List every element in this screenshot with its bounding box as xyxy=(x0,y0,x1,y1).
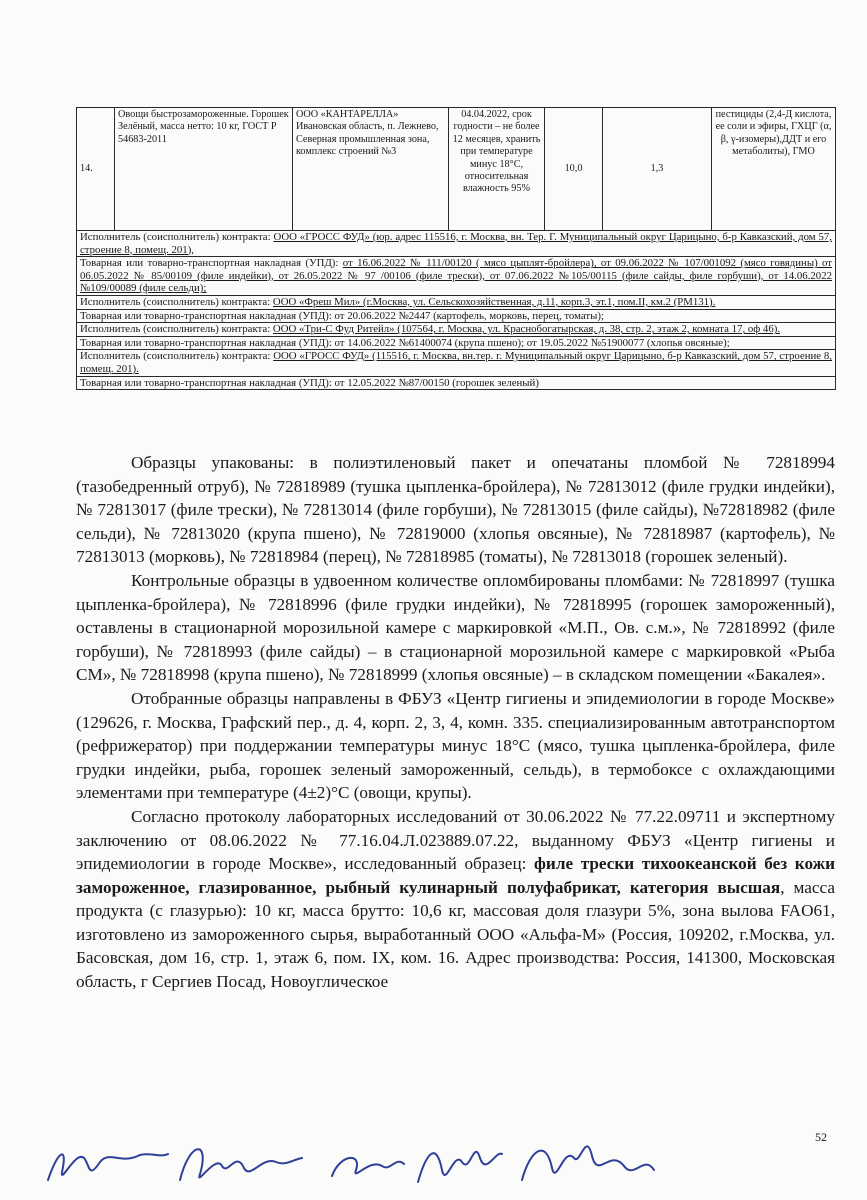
note-row xyxy=(77,309,836,323)
note-row xyxy=(77,376,836,390)
paragraph-control-samples: Контрольные образцы в удвоенном количестве опломбированы пломбами: № 72818997 (тушка цыпленка-бройлера), № 72818996 (филе грудки индейки), № 72818995 (горошек замороженный), оставлены в стационарной морозильной камере с маркировкой «М.П., Ов. с.м.», № 72818992 (филе горбуши), № 72818993 (филе сайды) – в стационарной морозильной камере с маркировкой «Рыба СМ», № 72818998 (крупа пшено), № 72818999 (хлопья овсяные) – в складском помещении «Бакалея». xyxy=(76,570,835,685)
table-row xyxy=(77,108,836,231)
paragraph-protocol xyxy=(76,805,835,994)
note-underlined: ООО «Фреш Мил» (г.Москва, ул. Сельскохозяйственная, д.11, корп.3, эт.1, пом.II, км.2 (РМ131). xyxy=(272,295,716,308)
note-underlined: ООО «Три-С Фуд Ритейл» (107564, г. Москва, ул. Краснобогатырская, д. 38, стр. 2, этаж 2, комната 17, оф 46). xyxy=(272,323,781,336)
note-prefix: Исполнитель (соисполнитель) контракта: xyxy=(80,231,274,243)
note-underlined: ООО «ГРОСС ФУД» (юр. адрес 115516, г. Москва, вн. Тер. Г. Муниципальный округ Царицыно, б-р Кавказский, дом 57, строение 8, помещ. 201), xyxy=(80,231,833,256)
note-row xyxy=(77,231,836,257)
note-prefix: Исполнитель (соисполнитель) контракта: xyxy=(80,323,273,336)
paragraph-sealing: Образцы упакованы: в полиэтиленовый пакет и опечатаны пломбой № 72818994 (тазобедренный отруб), № 72818989 (тушка цыпленка-бройлера), № 72813012 (филе грудки индейки), № 72813017 (филе трески), № 72813014 (филе горбуши), № 72813015 (филе сайды), №72818982 (филе сельди), № 72813020 (крупа пшено), № 72819000 (хлопья овсяные), № 72818987 (картофель), № 72813013 (морковь), № 72818984 (перец), № 72818985 (томаты), № 72813018 (горошек зеленый). xyxy=(76,453,835,567)
note-prefix: Товарная или товарно-транспортная накладная (УПД): от 20.06.2022 №2447 (картофель, морковь, перец, томаты); xyxy=(80,309,604,322)
signature-3 xyxy=(332,1158,404,1176)
note-prefix: Исполнитель (соисполнитель) контракта: xyxy=(80,295,273,308)
value1-cell: 10,0 xyxy=(545,108,603,231)
signature-5 xyxy=(522,1146,654,1180)
paragraph-shipping: Отобранные образцы направлены в ФБУЗ «Центр гигиены и эпидемиологии в городе Москве» (129626, г. Москва, Графский пер., д. 4, корп. 2, 3, 4, комн. 335. специализированным автотранспортом (рефрижератор) при поддержании температуры минус 18°С (мясо, тушка цыпленка-бройлера, филе грудки индейки, рыба, горошек зеленый замороженный, сельдь), в термобоксе с охлаждающими элементами при температуре (4±2)°С (овощи, крупы). xyxy=(76,688,835,803)
note-prefix: Исполнитель (соисполнитель) контракта: xyxy=(80,350,274,363)
page-number: 52 xyxy=(815,1130,827,1144)
samples-table xyxy=(76,107,836,390)
protocol-product-name: филе трески тихоокеанской без кожи замороженное, глазированное, рыбный кулинарный полуфабрикат, категория высшая xyxy=(76,854,835,897)
signature-4 xyxy=(418,1152,502,1182)
note-prefix: Товарная или товарно-транспортная накладная (УПД): от 12.05.2022 №87/00150 (горошек зеленый) xyxy=(80,376,539,389)
note-underlined: от 16.06.2022 № 111/00120 ( мясо цыплят-бройлера), от 09.06.2022 № 107/001092 (мясо говядины) от 06.05.2022 № 85/00109 (филе индейки), от 26.05.2022 № 97 /00106 (филе трески), от 07.06.2022 №105/00115 (филе сайды, филе горбуши), от 14.06.2022 №109/00089 (филе сельди); xyxy=(80,257,832,295)
note-row xyxy=(77,336,836,350)
date-storage-cell: 04.04.2022, срок годности – не более 12 месяцев, хранить при температуре минус 18°С, относительная влажность 95% xyxy=(449,108,545,231)
signature-2 xyxy=(180,1149,302,1180)
manufacturer-cell: ООО «КАНТАРЕЛЛА» Ивановская область, п. Лежнево, Северная промышленная зона, комплекс строений №3 xyxy=(293,108,449,231)
signature-1 xyxy=(48,1154,168,1180)
protocol-text-end: , масса продукта (с глазурью): 10 кг, масса брутто: 10,6 кг, массовая доля глазури 5%, зона вылова FAO61, изготовлено из замороженного сырья, выработанный ООО «Альфа-М» (Россия, 109202, г.Москва, ул. Басовская, дом 16, стр. 1, этаж 6, пом. IX, ком. 16. Адрес производства: Россия, 141300, Московская область, г Сергиев Посад, Новоуглическое xyxy=(76,877,835,992)
handwritten-signatures xyxy=(40,1110,680,1200)
note-prefix: Товарная или товарно-транспортная накладная (УПД): от 14.06.2022 №61400074 (крупа пшено); от 19.05.2022 №51900077 (хлопья овсяные); xyxy=(80,336,730,349)
value2-cell: 1,3 xyxy=(603,108,712,231)
protocol-text-start: Согласно протоколу лабораторных исследований от 30.06.2022 № 77.22.09711 и экспертному заключению от 08.06.2022 № 77.16.04.Л.023889.07.22, выданному ФБУЗ «Центр гигиены и эпидемиологии в городе Москве», исследованный образец: xyxy=(76,806,835,874)
row-index: 14. xyxy=(77,108,115,231)
note-underlined: ООО «ГРОСС ФУД» (115516, г. Москва, вн.тер. г. Муниципальный округ Царицыно, б-р Кавказский, дом 57, строение 8, помещ. 201). xyxy=(80,350,832,375)
note-prefix: Товарная или товарно-транспортная накладная (УПД): xyxy=(80,257,343,270)
indicators-cell: пестициды (2,4-Д кислота, ее соли и эфиры, ГХЦГ (α, β, γ-изомеры),ДДТ и его метаболиты), ГМО xyxy=(712,108,836,231)
note-row xyxy=(77,323,836,337)
note-row xyxy=(77,295,836,309)
product-cell: Овощи быстрозамороженные. Горошек Зелёный, масса нетто: 10 кг, ГОСТ Р 54683-2011 xyxy=(115,108,293,231)
note-row xyxy=(77,257,836,296)
body-text xyxy=(76,451,835,994)
note-row xyxy=(77,350,836,376)
